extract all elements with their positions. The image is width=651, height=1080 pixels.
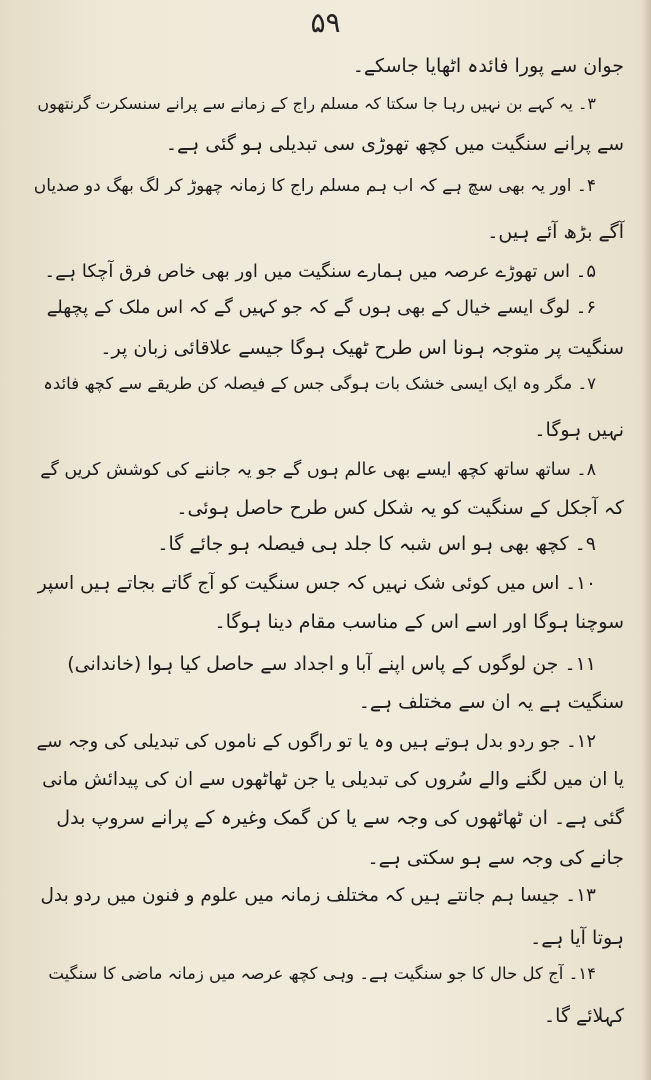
text-line: ۸۔ ساتھ ساتھ کچھ ایسے بھی عالم ہوں گے جو یہ جاننے کی کوشش کریں گے [40,460,596,480]
text-line: ۵۔ اس تھوڑے عرصہ میں ہمارے سنگیت میں اور بھی خاص فرق آچکا ہے۔ [44,261,596,282]
text-line: ہوتا آیا ہے۔ [530,927,624,949]
text-line: کہلائے گا۔ [544,1005,624,1027]
text-line: سنگیت پر متوجہ ہونا اس طرح ٹھیک ہوگا جیسے علاقائی زبان پر۔ [100,337,624,359]
text-line: سوچنا ہوگا اور اسے اس کے مناسب مقام دینا ہوگا۔ [214,611,624,633]
page-edge-shadow [641,0,651,1080]
page-number: ۵۹ [310,6,341,39]
text-line: ۱۳۔ جیسا ہم جانتے ہیں کہ مختلف زمانہ میں علوم و فنون میں ردو بدل [40,885,596,906]
text-line: ۱۲۔ جو ردو بدل ہوتے ہیں وہ یا تو راگوں کے ناموں کی تبدیلی کی وجہ سے [36,731,596,752]
text-line: ۱۱۔ جن لوگوں کے پاس اپنے آبا و اجداد سے حاصل کیا ہوا (خاندانی) [67,653,596,675]
text-line: کہ آجکل کے سنگیت کو یہ شکل کس طرح حاصل ہوئی۔ [176,497,624,519]
text-line: سنگیت ہے یہ ان سے مختلف ہے۔ [358,691,624,713]
text-line: ۶۔ لوگ ایسے خیال کے بھی ہوں گے کہ جو کہیں گے کہ اس ملک کے پچھلے [46,297,596,318]
text-line: ۱۰۔ اس میں کوئی شک نہیں کہ جس سنگیت کو آج گاتے بجاتے ہیں اسپر [37,573,596,594]
text-line: ۹۔ کچھ بھی ہو اس شبہ کا جلد ہی فیصلہ ہو جائے گا۔ [157,533,596,555]
text-line: جوان سے پورا فائدہ اٹھایا جاسکے۔ [352,55,624,77]
text-line: آگے بڑھ آئے ہیں۔ [487,221,624,243]
text-line: سے پرانے سنگیت میں کچھ تھوڑی سی تبدیلی ہو گئی ہے۔ [165,133,624,155]
text-line: جانے کی وجہ سے ہو سکتی ہے۔ [367,847,624,869]
text-line: ۷۔ مگر وہ ایک ایسی خشک بات ہوگی جس کے فیصلہ کن طریقے سے کچھ فائدہ [43,374,596,393]
text-line: گئی ہے۔ ان ٹھاٹھوں کی وجہ سے یا کن گمک وغیرہ کے پرانے سروپ بدل [56,807,624,829]
text-line: ۱۴۔ آج کل حال کا جو سنگیت ہے۔ وہی کچھ عرصہ میں زمانہ ماضی کا سنگیت [48,964,596,983]
text-line: نہیں ہوگا۔ [534,419,624,441]
text-line: ۴۔ اور یہ بھی سچ ہے کہ اب ہم مسلم راج کا زمانہ چھوڑ کر لگ بھگ دو صدیاں [33,176,596,196]
text-line: ۳۔ یہ کہے بن نہیں رہا جا سکتا کہ مسلم راج کے زمانے سے پرانے سنسکرت گرنتھوں [37,94,596,113]
text-line: یا ان میں لگنے والے سُروں کی تبدیلی یا جن ٹھاٹھوں سے ان کی پیدائش مانی [42,769,624,790]
